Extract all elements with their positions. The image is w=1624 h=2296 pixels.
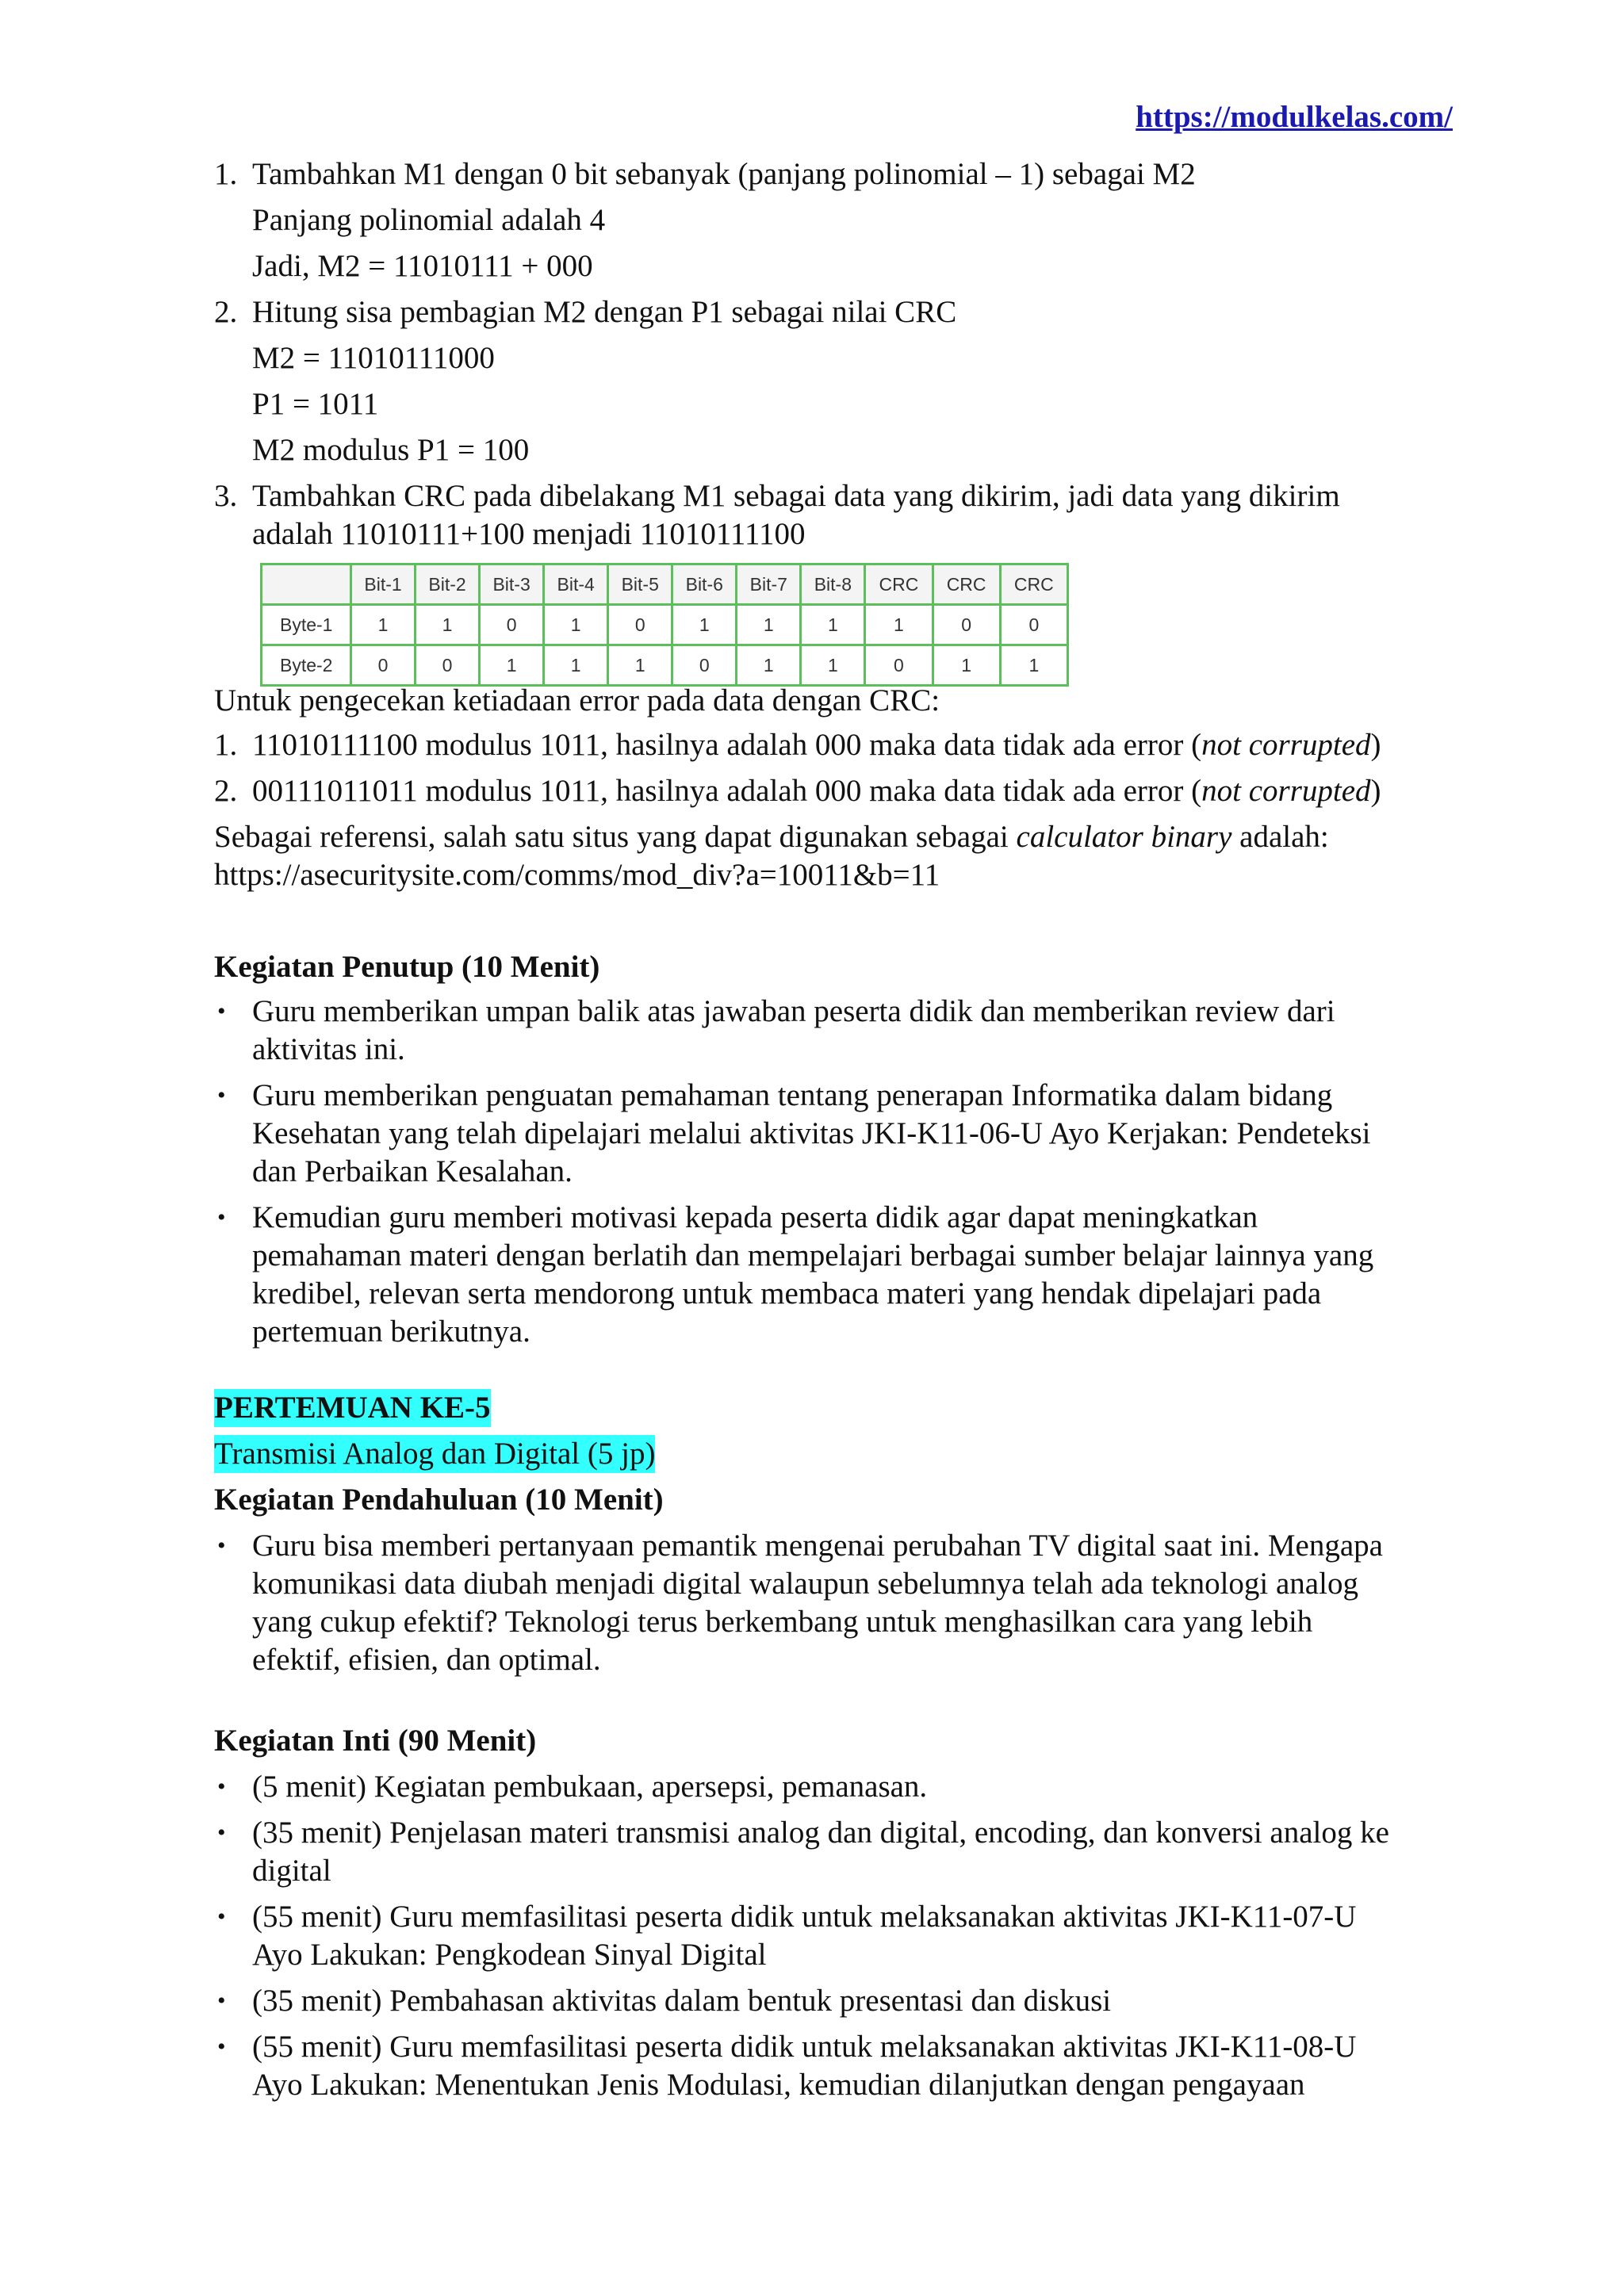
list-item: Guru bisa memberi pertanyaan pemantik mengenai perubahan TV digital saat ini. Mengapa komunikasi data diubah menjadi digital walaupun sebelumnya telah ada teknologi analog yang cukup efektif? Teknologi terus berkembang untuk menghasilkan cara yang lebih efektif, efisien, dan optimal. [252, 1529, 1383, 1677]
reference-url: https://asecuritysite.com/comms/mod_div?a=10011&b=11 [214, 858, 940, 892]
table-cell: 1 [801, 645, 865, 686]
table-header-cell: Bit-1 [351, 564, 416, 605]
step-number: 2. [214, 295, 238, 329]
step-detail: M2 modulus P1 = 100 [252, 433, 530, 467]
step-detail: P1 = 1011 [252, 387, 379, 421]
row-label: Byte-1 [262, 605, 351, 645]
list-item: Kemudian guru memberi motivasi kepada peserta didik agar dapat meningkatkan pemahaman materi dengan berlatih dan mempelajari berbagai sumber belajar lainnya yang kredibel, relevan serta mendorong untuk membaca materi yang hendak dipelajari pada pertemuan berikutnya. [252, 1200, 1374, 1349]
header-url-link[interactable]: https://modulkelas.com/ [1136, 100, 1453, 134]
table-header-cell: Bit-5 [608, 564, 672, 605]
meeting-title: PERTEMUAN KE-5 [214, 1389, 491, 1427]
list-item: (35 menit) Pembahasan aktivitas dalam bentuk presentasi dan diskusi [252, 1984, 1112, 2018]
check-number: 1. [214, 728, 238, 762]
table-cell: 1 [933, 645, 1000, 686]
table-cell: 1 [416, 605, 480, 645]
table-cell: 1 [801, 605, 865, 645]
table-header-cell: Bit-2 [416, 564, 480, 605]
step-text: Tambahkan M1 dengan 0 bit sebanyak (panjang polinomial – 1) sebagai M2 [252, 157, 1196, 191]
row-label: Byte-2 [262, 645, 351, 686]
table-cell: 1 [737, 605, 801, 645]
bullet-icon: • [217, 1988, 226, 2014]
bullet-icon: • [217, 1820, 226, 1846]
table-cell: 0 [672, 645, 737, 686]
check-number: 2. [214, 774, 238, 808]
table-header-cell: CRC [1000, 564, 1067, 605]
table-cell: 0 [608, 605, 672, 645]
table-cell: 1 [1000, 645, 1067, 686]
table-cell: 0 [480, 605, 544, 645]
table-cell: 1 [544, 645, 608, 686]
table-header-cell: Bit-8 [801, 564, 865, 605]
check-item: 11010111100 modulus 1011, hasilnya adalah 000 maka data tidak ada error (not corrupted) [252, 728, 1381, 762]
list-item: Guru memberikan penguatan pemahaman tentang penerapan Informatika dalam bidang Kesehatan yang telah dipelajari melalui aktivitas JKI-K11-06-U Ayo Kerjakan: Pendeteksi dan Perbaikan Kesalahan. [252, 1078, 1371, 1188]
check-intro: Untuk pengecekan ketiadaan error pada data dengan CRC: [214, 683, 940, 718]
table-cell: 1 [480, 645, 544, 686]
table-header-cell: Bit-4 [544, 564, 608, 605]
reference-text: Sebagai referensi, salah satu situs yang dapat digunakan sebagai calculator binary adalah: [214, 820, 1329, 854]
bullet-icon: • [217, 1774, 226, 1800]
bullet-icon: • [217, 2034, 226, 2060]
table-header-cell [262, 564, 351, 605]
bullet-icon: • [217, 998, 226, 1024]
step-detail: Panjang polinomial adalah 4 [252, 203, 606, 237]
table-cell: 1 [672, 605, 737, 645]
meeting-title-row [214, 1389, 1467, 1427]
table-cell: 1 [865, 605, 933, 645]
table-cell: 1 [737, 645, 801, 686]
meeting-subtitle: Transmisi Analog dan Digital (5 jp) [214, 1435, 655, 1473]
list-item: (55 menit) Guru memfasilitasi peserta didik untuk melaksanakan aktivitas JKI-K11-07-U Ayo Lakukan: Pengkodean Sinyal Digital [252, 1900, 1357, 1972]
check-item: 00111011011 modulus 1011, hasilnya adalah 000 maka data tidak ada error (not corrupted) [252, 774, 1381, 808]
table-cell: 0 [1000, 605, 1067, 645]
list-item: (35 menit) Penjelasan materi transmisi analog dan digital, encoding, dan konversi analog ke digital [252, 1816, 1389, 1888]
table-cell: 1 [544, 605, 608, 645]
step-number: 3. [214, 479, 238, 513]
table-cell: 1 [351, 605, 416, 645]
crc-bit-table [260, 563, 1069, 687]
list-item: (5 menit) Kegiatan pembukaan, apersepsi, pemanasan. [252, 1770, 928, 1804]
meeting-subtitle-row [214, 1435, 1467, 1473]
step-text: Hitung sisa pembagian M2 dengan P1 sebagai nilai CRC [252, 295, 957, 329]
table-header-cell: Bit-6 [672, 564, 737, 605]
table-header-cell: CRC [933, 564, 1000, 605]
table-cell: 0 [416, 645, 480, 686]
list-item: Guru memberikan umpan balik atas jawaban peserta didik dan memberikan review dari aktivitas ini. [252, 994, 1335, 1066]
list-item: (55 menit) Guru memfasilitasi peserta didik untuk melaksanakan aktivitas JKI-K11-08-U Ayo Lakukan: Menentukan Jenis Modulasi, kemudian dilanjutkan dengan pengayaan [252, 2030, 1357, 2102]
bullet-icon: • [217, 1904, 226, 1930]
table-header-cell: Bit-7 [737, 564, 801, 605]
section-heading: Kegiatan Pendahuluan (10 Menit) [214, 1483, 664, 1517]
section-heading: Kegiatan Penutup (10 Menit) [214, 950, 600, 984]
bullet-icon: • [217, 1533, 226, 1559]
table-row [262, 645, 1068, 686]
bullet-icon: • [217, 1204, 226, 1230]
step-text: Tambahkan CRC pada dibelakang M1 sebagai data yang dikirim, jadi data yang dikirim [252, 479, 1340, 513]
bullet-icon: • [217, 1082, 226, 1108]
table-cell: 0 [351, 645, 416, 686]
table-cell: 0 [865, 645, 933, 686]
section-heading: Kegiatan Inti (90 Menit) [214, 1724, 537, 1758]
table-cell: 1 [608, 645, 672, 686]
table-row [262, 605, 1068, 645]
table-header-cell: CRC [865, 564, 933, 605]
step-detail: M2 = 11010111000 [252, 341, 495, 375]
step-detail: Jadi, M2 = 11010111 + 000 [252, 249, 593, 283]
table-header-cell: Bit-3 [480, 564, 544, 605]
table-header-row [262, 564, 1068, 605]
table-cell: 0 [933, 605, 1000, 645]
step-text-continued: adalah 11010111+100 menjadi 11010111100 [252, 517, 806, 551]
step-number: 1. [214, 157, 238, 191]
